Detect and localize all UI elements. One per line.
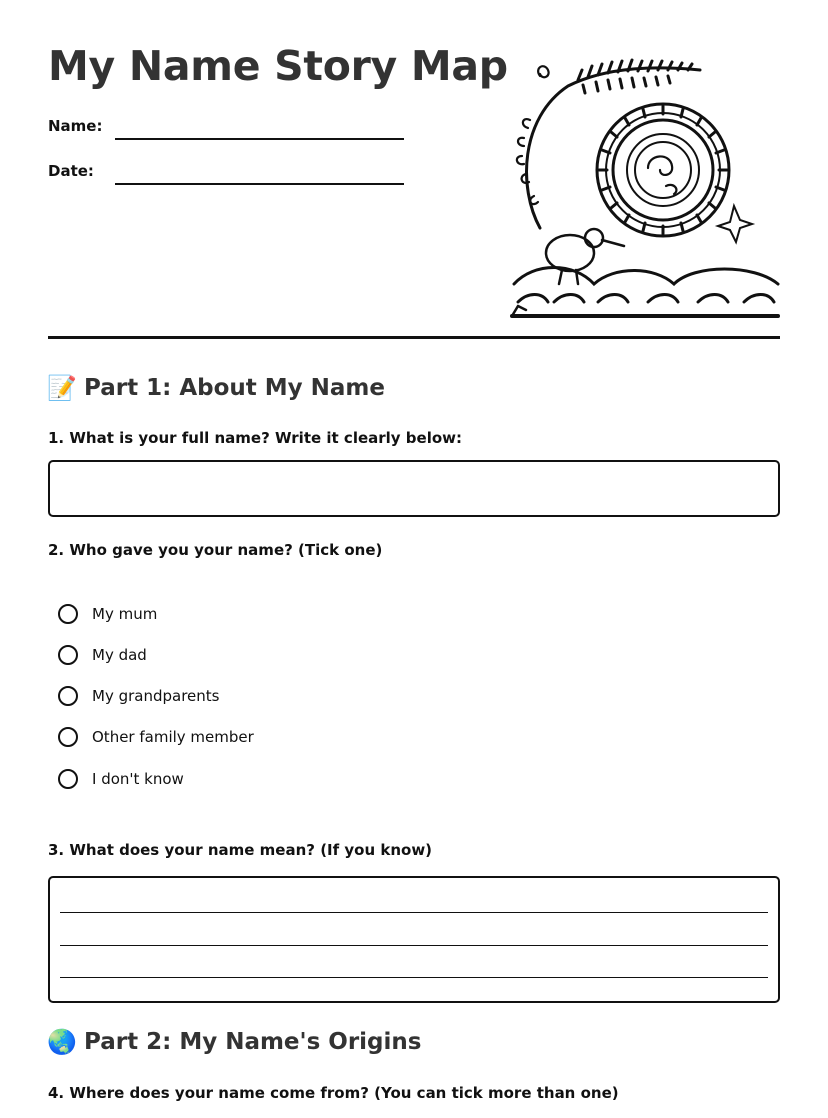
option-label: My grandparents [92, 687, 220, 705]
radio-circle-icon[interactable] [58, 604, 78, 624]
question-2: 2. Who gave you your name? (Tick one) [48, 541, 383, 559]
writing-line [60, 945, 768, 946]
writing-line [60, 912, 768, 913]
part1-heading [48, 374, 385, 402]
part2-heading-text: Part 2: My Name's Origins [84, 1029, 422, 1055]
memo-icon: 📝 [47, 374, 77, 402]
option-label: My dad [92, 646, 147, 664]
option-label: I don't know [92, 770, 184, 788]
page-title: My Name Story Map [48, 42, 508, 90]
radio-circle-icon[interactable] [58, 645, 78, 665]
name-label: Name: [48, 117, 103, 135]
globe-icon: 🌏 [47, 1028, 77, 1056]
question-4: 4. Where does your name come from? (You can tick more than one) [48, 1084, 619, 1102]
radio-circle-icon[interactable] [58, 769, 78, 789]
name-meaning-answer-box[interactable] [48, 876, 780, 1003]
header-divider [48, 336, 780, 339]
option-other-family-member[interactable] [58, 727, 254, 747]
writing-line [60, 977, 768, 978]
part2-heading [48, 1028, 421, 1056]
name-field[interactable] [115, 138, 404, 140]
option-my-grandparents[interactable] [58, 686, 219, 706]
koru-kiwi-illustration [508, 58, 782, 320]
question-3: 3. What does your name mean? (If you know) [48, 841, 433, 859]
option-my-dad[interactable] [58, 645, 147, 665]
date-label: Date: [48, 162, 94, 180]
full-name-answer-box[interactable] [48, 460, 780, 517]
option-label: My mum [92, 605, 158, 623]
option-label: Other family member [92, 728, 254, 746]
option-dont-know[interactable] [58, 769, 184, 789]
part1-heading-text: Part 1: About My Name [84, 375, 385, 401]
radio-circle-icon[interactable] [58, 686, 78, 706]
question-1: 1. What is your full name? Write it clearly below: [48, 429, 463, 447]
radio-circle-icon[interactable] [58, 727, 78, 747]
option-my-mum[interactable] [58, 604, 157, 624]
date-field[interactable] [115, 183, 404, 185]
